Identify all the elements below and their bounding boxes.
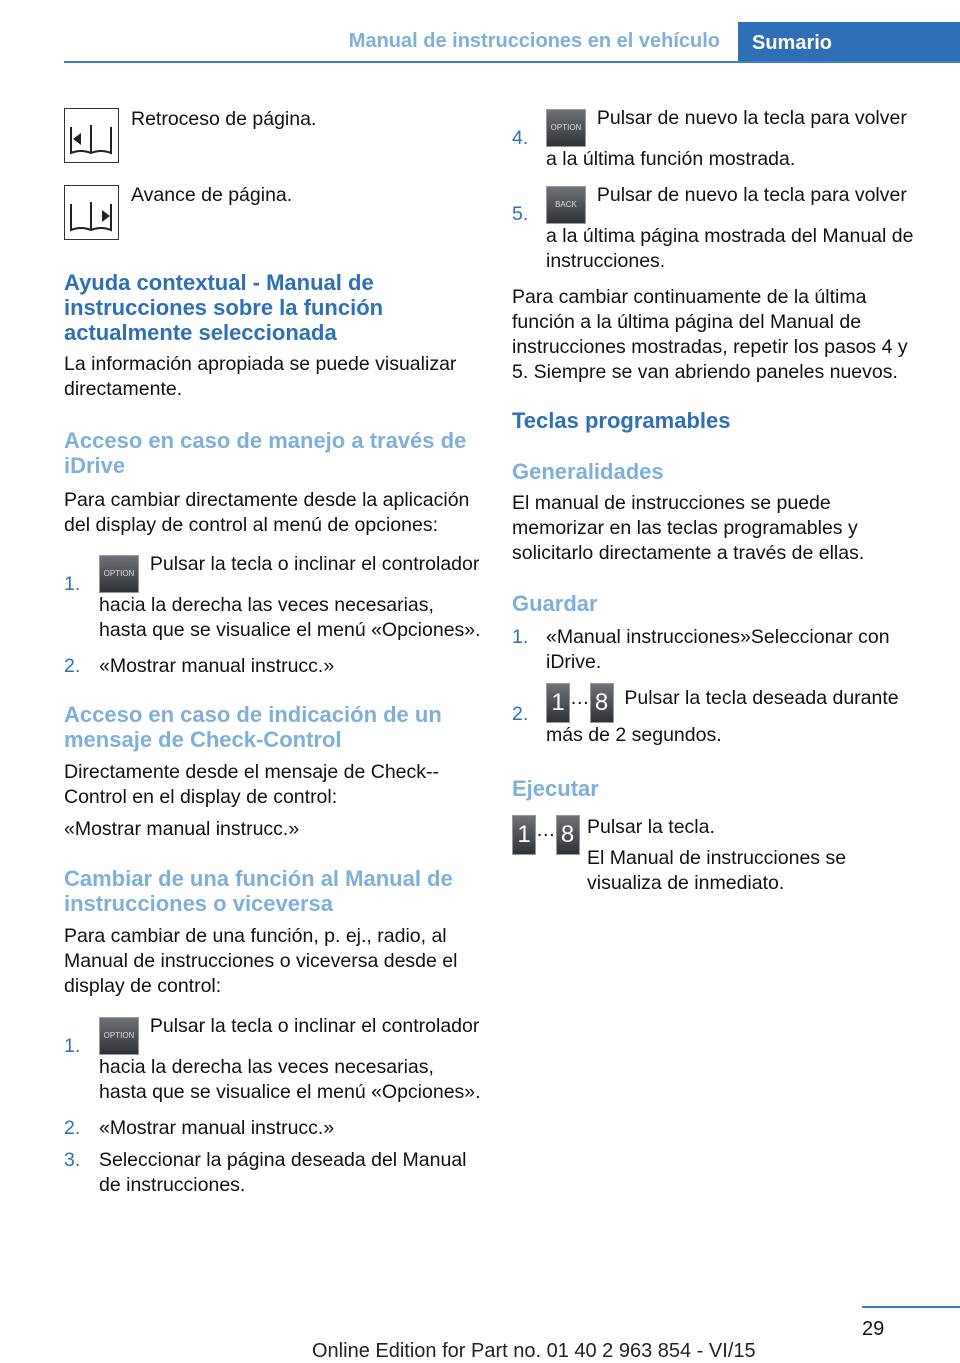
- step-text: 1 … 8 Pulsar la tecla deseada durante más de 2 segundos.: [546, 683, 922, 748]
- paragraph-check-2: «Mostrar manual instrucc.»: [64, 818, 300, 840]
- paragraph-change: Para cambiar de una función, p. ej., radio, al Manual de instrucciones o viceversa desde el display de control:: [64, 925, 458, 997]
- header-title: Manual de instrucciones en el vehículo: [348, 30, 720, 52]
- back-label: Retroceso de página.: [131, 108, 317, 130]
- execute-text-1: Pulsar la tecla.: [587, 816, 715, 838]
- step-number: 1.: [64, 1035, 81, 1057]
- heading-context-help: Ayuda contextual - Manual de instrucciones sobre la función actualmente seleccionada: [64, 270, 384, 345]
- step-text: BACK Pulsar de nuevo la tecla para volver a la última página mostrada del Manual de instrucciones.: [546, 184, 914, 272]
- heading-idrive: Acceso en caso de manejo a través de iDrive: [64, 428, 467, 478]
- heading-save: Guardar: [512, 591, 598, 616]
- step-text: OPTION Pulsar de nuevo la tecla para volver a la última función mostrada.: [546, 107, 907, 170]
- key-1-icon: 1: [512, 815, 536, 855]
- step-text: OPTION Pulsar la tecla o inclinar el controlador hacia la derecha las veces necesarias, hasta que se visualice el menú «Opciones».: [99, 553, 481, 641]
- paragraph-context: La información apropiada se puede visualizar directamente.: [64, 353, 457, 400]
- paragraph-check: Directamente desde el mensaje de Check--Control en el display de control:: [64, 761, 440, 808]
- option-key-icon: OPTION: [546, 109, 586, 147]
- paragraph-general: El manual de instrucciones se puede memorizar en las teclas programables y solicitarlo directamente a través de ellas.: [512, 492, 865, 564]
- heading-change: Cambiar de una función al Manual de instrucciones o viceversa: [64, 866, 453, 916]
- heading-execute: Ejecutar: [512, 776, 599, 801]
- step-number: 3.: [64, 1149, 81, 1171]
- page-number: 29: [862, 1318, 885, 1340]
- step-number: 5.: [512, 203, 529, 225]
- tab-sumario[interactable]: Sumario: [738, 22, 960, 61]
- footer-rule: [862, 1306, 960, 1308]
- step-text: «Mostrar manual instrucc.»: [99, 655, 335, 677]
- step-number: 1.: [64, 573, 81, 595]
- key-8-icon: 8: [556, 815, 580, 855]
- heading-check-control: Acceso en caso de indicación de un mensaje de Check-Control: [64, 702, 442, 752]
- back-key-icon: BACK: [546, 186, 586, 224]
- header-rule: [64, 61, 960, 63]
- step-number: 1.: [512, 626, 529, 648]
- key-8-icon: 8: [590, 683, 614, 723]
- paragraph-continuous: Para cambiar continuamente de la última función a la última página del Manual de instrucciones mostradas, repetir los pasos 4 y 5. Siempre se van abriendo paneles nuevos.: [512, 286, 908, 383]
- step-number: 2.: [64, 655, 81, 677]
- step-number: 2.: [512, 703, 529, 725]
- step-number: 2.: [64, 1117, 81, 1139]
- page-forward-icon: [64, 185, 119, 240]
- option-key-icon: OPTION: [99, 1017, 139, 1055]
- step-text: «Mostrar manual instrucc.»: [99, 1117, 335, 1139]
- execute-keys-icon: 1 … 8: [512, 815, 580, 855]
- heading-programmable-keys: Teclas programables: [512, 408, 731, 433]
- heading-general: Generalidades: [512, 459, 664, 484]
- paragraph-idrive: Para cambiar directamente desde la aplicación del display de control al menú de opciones:: [64, 489, 470, 536]
- option-key-icon: OPTION: [99, 555, 139, 593]
- step-number: 4.: [512, 127, 529, 149]
- execute-text-2: El Manual de instrucciones se visualiza de inmediato.: [587, 847, 847, 894]
- step-text: Seleccionar la página deseada del Manual de instrucciones.: [99, 1149, 467, 1196]
- page-back-icon: [64, 108, 119, 163]
- footer-edition: Online Edition for Part no. 01 40 2 963 854 - VI/15: [312, 1340, 756, 1362]
- step-text: OPTION Pulsar la tecla o inclinar el controlador hacia la derecha las veces necesarias, hasta que se visualice el menú «Opciones».: [99, 1015, 481, 1103]
- key-1-icon: 1: [546, 683, 570, 723]
- step-text: «Manual instrucciones»Seleccionar con iDrive.: [546, 626, 890, 673]
- forward-label: Avance de página.: [131, 184, 293, 206]
